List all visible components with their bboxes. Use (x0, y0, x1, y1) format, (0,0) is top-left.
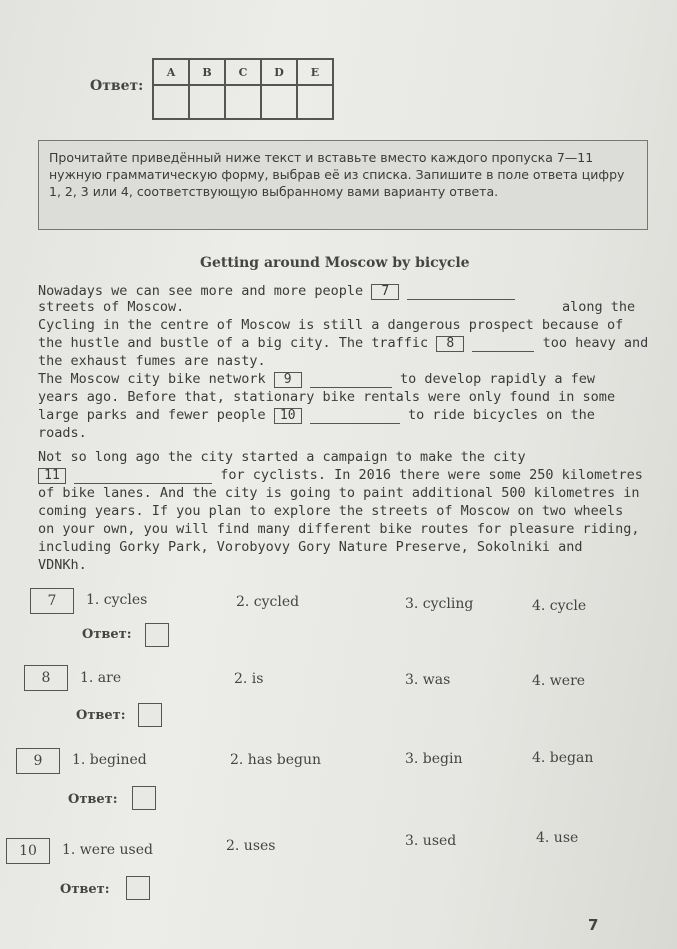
grid-cell-b[interactable] (189, 85, 225, 119)
passage-line-6: The Moscow city bike network 9 to develop rapidly a few (38, 371, 596, 387)
gap-7-box: 7 (371, 284, 399, 300)
passage-line-10: Not so long ago the city started a campaign to make the city (38, 449, 526, 465)
grid-header-a: A (153, 59, 189, 85)
passage-text (38, 282, 649, 582)
passage-line-3: Cycling in the centre of Moscow is still a dangerous prospect because of (38, 317, 624, 333)
option-1[interactable]: 1. are (80, 670, 122, 686)
answer-box[interactable] (126, 876, 150, 900)
passage-line-1-end: along the (562, 299, 636, 315)
gap-11-box: 11 (38, 468, 66, 484)
passage-line-13: coming years. If you plan to explore the streets of Moscow on two wheels (38, 503, 624, 519)
gap-10-blank (310, 411, 400, 424)
top-answer-grid (152, 58, 334, 120)
grid-header-c: C (225, 59, 261, 85)
passage-line-5: the exhaust fumes are nasty. (38, 353, 266, 369)
passage-line-2: streets of Moscow. (38, 299, 185, 315)
option-3[interactable]: 3. used (405, 833, 457, 849)
grid-header-b: B (189, 59, 225, 85)
question-number: 10 (6, 838, 50, 864)
answer-label: Ответ: (68, 792, 118, 807)
grid-header-d: D (261, 59, 297, 85)
gap-7-blank (407, 287, 515, 300)
question-number: 8 (24, 665, 68, 691)
top-answer-label: Ответ: (90, 78, 144, 94)
option-3[interactable]: 3. cycling (405, 596, 474, 612)
passage-title: Getting around Moscow by bicycle (200, 255, 470, 271)
option-1[interactable]: 1. were used (62, 842, 153, 858)
passage-line-16: VDNKh. (38, 557, 87, 573)
option-4[interactable]: 4. cycle (532, 598, 587, 614)
option-3[interactable]: 3. begin (405, 751, 463, 767)
passage-line-12: of bike lanes. And the city is going to paint additional 500 kilometres in (38, 485, 640, 501)
option-2[interactable]: 2. has begun (230, 752, 322, 768)
answer-box[interactable] (145, 623, 169, 647)
option-1[interactable]: 1. cycles (86, 592, 148, 608)
answer-box[interactable] (132, 786, 156, 810)
page-number: 7 (588, 916, 599, 934)
grid-cell-c[interactable] (225, 85, 261, 119)
gap-10-box: 10 (274, 408, 302, 424)
instruction-text: Прочитайте приведённый ниже текст и вставьте вместо каждого пропуска 7—11 нужную грамматическую форму, выбрав её из списка. Запишите в поле ответа цифру 1, 2, 3 или 4, соответствующую выбранному вами варианту ответа. (49, 150, 625, 199)
passage-line-11: 11 for cyclists. In 2016 there were some 250 kilometres (38, 466, 643, 484)
gap-11-blank (74, 471, 212, 484)
question-number: 7 (30, 588, 74, 614)
option-2[interactable]: 2. cycled (236, 594, 300, 610)
option-2[interactable]: 2. uses (226, 838, 276, 854)
passage-line-15: including Gorky Park, Vorobyovy Gory Nature Preserve, Sokolniki and (38, 539, 583, 555)
grid-header-e: E (297, 59, 333, 85)
gap-9-box: 9 (274, 372, 302, 388)
option-3[interactable]: 3. was (405, 672, 451, 688)
passage-line-8: large parks and fewer people 10 to ride bicycles on the (38, 407, 595, 423)
option-2[interactable]: 2. is (234, 671, 264, 687)
question-number: 9 (16, 748, 60, 774)
grid-cell-e[interactable] (297, 85, 333, 119)
option-4[interactable]: 4. use (536, 830, 579, 846)
gap-8-box: 8 (436, 336, 464, 352)
answer-label: Ответ: (60, 882, 110, 897)
option-4[interactable]: 4. began (532, 750, 594, 766)
option-4[interactable]: 4. were (532, 673, 586, 689)
instruction-box (38, 140, 648, 230)
grid-cell-a[interactable] (153, 85, 189, 119)
gap-9-blank (310, 375, 392, 388)
answer-label: Ответ: (82, 627, 132, 642)
answer-box[interactable] (138, 703, 162, 727)
gap-8-blank (472, 339, 534, 352)
passage-line-9: roads. (38, 425, 87, 441)
option-1[interactable]: 1. begined (72, 752, 147, 768)
passage-line-7: years ago. Before that, stationary bike rentals were only found in some (38, 389, 616, 405)
passage-line-14: on your own, you will find many different bike routes for pleasure riding, (38, 521, 640, 537)
answer-label: Ответ: (76, 708, 126, 723)
passage-line-4: the hustle and bustle of a big city. The traffic 8 too heavy and (38, 335, 649, 351)
passage-line-1: Nowadays we can see more and more people 7 (38, 282, 515, 300)
grid-cell-d[interactable] (261, 85, 297, 119)
